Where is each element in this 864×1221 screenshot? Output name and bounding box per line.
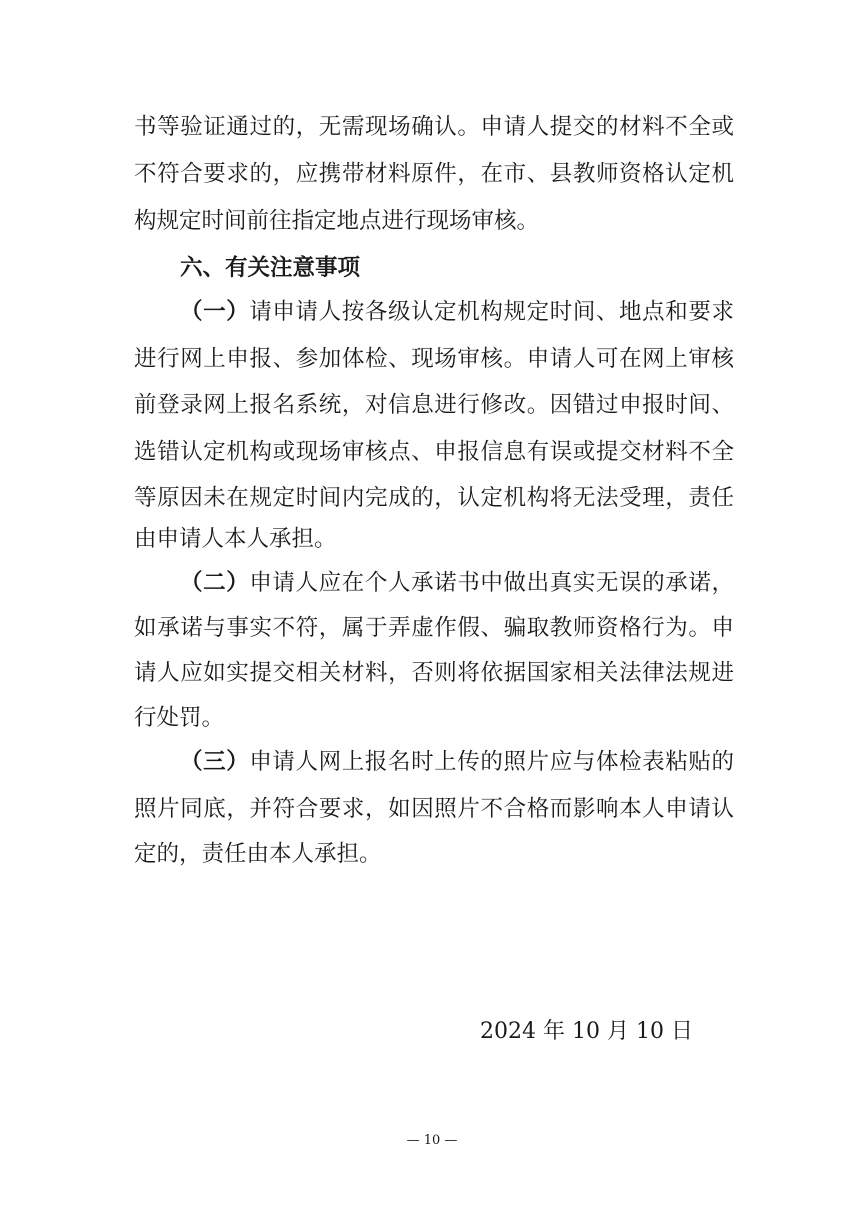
item-3-line: 定的，责任由本人承担。 (134, 841, 382, 867)
section-heading: 六、有关注意事项 (180, 255, 361, 281)
document-date: 2024 年 10 月 10 日 (480, 1019, 693, 1044)
item-1-line: 选错认定机构或现场审核点、申报信息有误或提交材料不全 (134, 439, 734, 465)
item-2-line: 如承诺与事实不符，属于弄虚作假、骗取教师资格行为。申 (134, 615, 734, 641)
item-1-line: 进行网上申报、参加体检、现场审核。申请人可在网上审核 (134, 346, 734, 372)
item-3-first-text: 申请人网上报名时上传的照片应与体检表粘贴的 (249, 749, 734, 775)
item-1-line: 等原因未在规定时间内完成的，认定机构将无法受理，责任 (134, 485, 734, 511)
item-1-line: 由申请人本人承担。 (134, 526, 337, 552)
item-2-line: 请人应如实提交相关材料，否则将依据国家相关法律法规进 (134, 660, 734, 686)
item-2-marker: （二） (180, 570, 250, 596)
item-2-first-line (180, 563, 734, 603)
page-number: — 10 — (406, 1133, 458, 1148)
item-1-marker: （一） (180, 299, 250, 325)
paragraph-line: 构规定时间前往指定地点进行现场审核。 (134, 208, 540, 234)
item-2-line: 行处罚。 (134, 705, 225, 731)
item-2-first-text: 申请人应在个人承诺书中做出真实无误的承诺， (249, 570, 734, 596)
item-1-line: 前登录网上报名系统，对信息进行修改。因错过申报时间、 (134, 392, 734, 418)
paragraph-line: 不符合要求的，应携带材料原件，在市、县教师资格认定机 (134, 161, 734, 187)
item-3-line: 照片同底，并符合要求，如因照片不合格而影响本人申请认 (134, 796, 734, 822)
paragraph-line: 书等验证通过的，无需现场确认。申请人提交的材料不全或 (134, 114, 734, 140)
item-1-first-text: 请申请人按各级认定机构规定时间、地点和要求 (249, 299, 734, 325)
item-3-first-line (180, 742, 734, 782)
item-1-first-line (180, 292, 734, 332)
item-3-marker: （三） (180, 749, 250, 775)
